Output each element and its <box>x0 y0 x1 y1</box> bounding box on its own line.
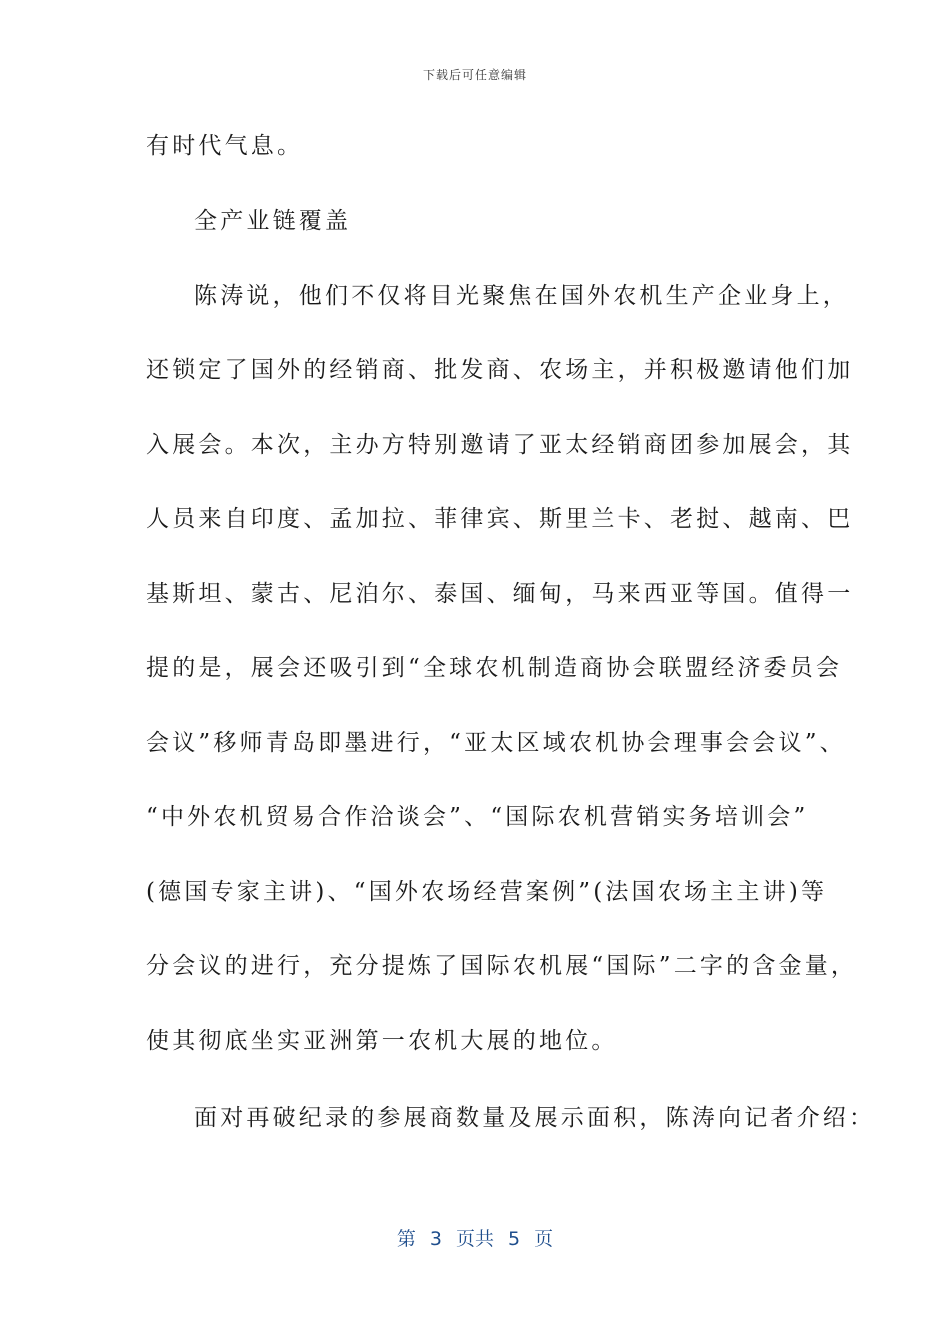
footer-total-pages: 5 <box>508 1228 521 1250</box>
page-footer <box>0 1224 950 1251</box>
body-line: 陈涛说，他们不仅将目光聚焦在国外农机生产企业身上， <box>194 283 849 309</box>
page-header: 下载后可任意编辑 <box>422 68 527 82</box>
body-line: 分会议的进行，充分提炼了国际农机展“国际”二字的含金量， <box>146 953 858 979</box>
body-line: 提的是，展会还吸引到“全球农机制造商协会联盟经济委员会 <box>146 655 843 681</box>
body-line: 面对再破纪录的参展商数量及展示面积，陈涛向记者介绍： <box>194 1105 876 1131</box>
section-heading: 全产业链覆盖 <box>194 208 352 234</box>
body-line: (德国专家主讲)、“国外农场经营案例”(法国农场主主讲)等 <box>146 879 828 905</box>
body-line: 入展会。本次，主办方特别邀请了亚太经销商团参加展会，其 <box>146 432 854 458</box>
body-line: 人员来自印度、孟加拉、菲律宾、斯里兰卡、老挝、越南、巴 <box>146 506 854 532</box>
body-line: 使其彻底坐实亚洲第一农机大展的地位。 <box>146 1028 618 1054</box>
body-line: 有时代气息。 <box>146 133 304 159</box>
footer-middle: 页共 <box>455 1228 494 1250</box>
footer-suffix: 页 <box>534 1228 554 1250</box>
footer-current-page: 3 <box>429 1228 442 1250</box>
body-line: 会议”移师青岛即墨进行，“亚太区域农机协会理事会会议”、 <box>146 730 846 756</box>
footer-prefix: 第 <box>396 1228 416 1250</box>
body-line: 还锁定了国外的经销商、批发商、农场主，并积极邀请他们加 <box>146 357 854 383</box>
body-line: “中外农机贸易合作洽谈会”、“国际农机营销实务培训会” <box>146 804 809 830</box>
body-line: 基斯坦、蒙古、尼泊尔、泰国、缅甸，马来西亚等国。值得一 <box>146 581 854 607</box>
